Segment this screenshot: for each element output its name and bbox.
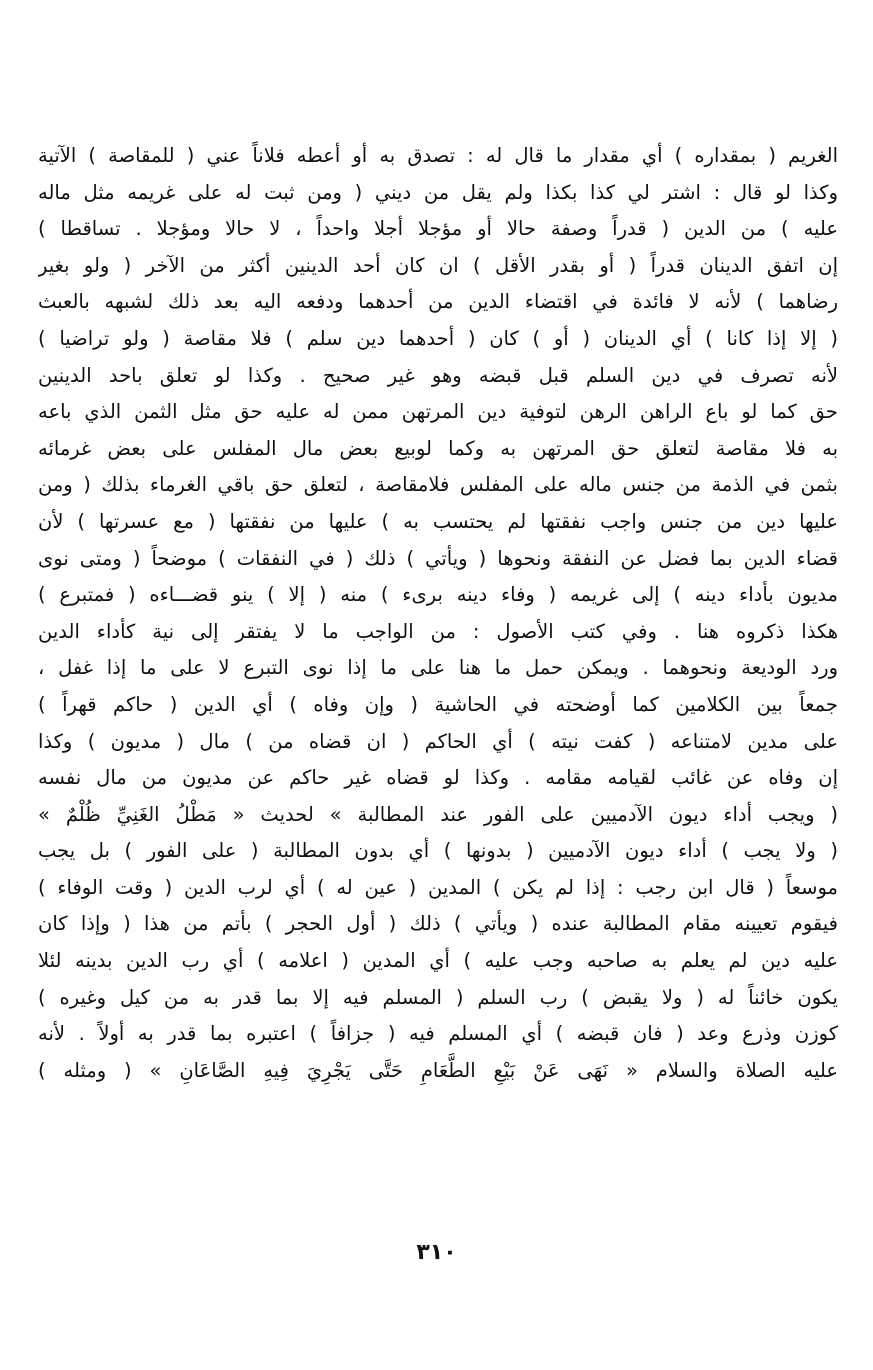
- text-line: عليها دين من جنس واجب نفقتها لم يحتسب به ) عليها من نفقتها ( مع عسرتها ) لأن: [38, 509, 838, 533]
- text-line: الغريم ( بمقداره ) أي مقدار ما قال له : تصدق به أو أعطه فلاناً عني ( للمقاصة ) الآتية: [38, 144, 838, 167]
- body-text: [38, 138, 838, 1089]
- text-line: فيقوم تعيينه مقام المطالبة عنده ( ويأتي ) ذلك ( أول الحجر ) بأتم من هذا ( وإذا كان: [38, 912, 838, 936]
- text-line: يكون خائناً له ( ولا يقبض ) رب السلم ( المسلم فيه إلا بما قدر به من كيل وغيره ): [38, 985, 838, 1009]
- text-line: ( ولا يجب ) أداء ديون الآدميين ( بدونها ) أي بدون المطالبة ( على الفور ) بل يجب: [38, 839, 838, 863]
- text-line: لأنه تصرف في دين السلم قبل قبضه وهو غير صحيح . وكذا لو تعلق باحد الدينين: [38, 363, 838, 387]
- text-line: حق كما لو باع الراهن الرهن لتوفية دين المرتهن ممن له عليه حق مثل الثمن الذي باعه: [38, 400, 838, 424]
- text-line: بثمن في الذمة من جنس ماله على المفلس فلامقاصة ، لتعلق حق باقي الغرماء بذلك ( ومن: [38, 473, 838, 497]
- text-line: هكذا ذكروه هنا . وفي كتب الأصول : من الواجب ما لا يفتقر إلى نية كأداء الدين: [38, 619, 838, 643]
- text-line: مديون بأداء دينه ) إلى غريمه ( وفاء دينه برىء ) منه ( إلا ) ينو قضـــاءه ( فمتبرع ): [38, 583, 838, 607]
- text-line: وكذا لو قال : اشتر لي كذا بكذا ولم يقل من ديني ( ومن ثبت له على غريمه مثل ماله: [38, 180, 838, 204]
- text-line: كوزن وذرع وعد ( فان قبضه ) أي المسلم فيه ( جزافاً ) اعتبره بما قدر به أولاً . لأنه: [38, 1022, 838, 1046]
- text-line: على مدين لامتناعه ( كفت نيته ) أي الحاكم ( ان قضاه من ) مال ( مديون ) وكذا: [38, 729, 838, 753]
- text-line: به فلا مقاصة لتعلق حق المرتهن به وكما لوبيع بعض مال المفلس على بعض غرمائه: [38, 436, 838, 460]
- text-line: عليه الصلاة والسلام « نَهَى عَنْ بَيْعِ الطَّعَامِ حَتَّى يَجْرِيَ فِيهِ الصَّاعَانِ » ( ومثله ): [38, 1058, 838, 1082]
- text-line: ( إلا إذا كانا ) أي الدينان ( أو ) كان ( أحدهما دين سلم ) فلا مقاصة ( ولو تراضيا ): [38, 326, 838, 350]
- text-line: جمعاً بين الكلامين كما أوضحته في الحاشية ( وإن وفاه ) أي الدين ( حاكم قهراً ): [38, 692, 838, 716]
- page-number: ٣١٠: [416, 1240, 457, 1265]
- text-line: عليه دين لم يعلم به صاحبه وجب عليه ) أي المدين ( اعلامه ) أي رب الدين بدينه لئلا: [38, 949, 838, 973]
- text-line: موسعاً ( قال ابن رجب : إذا لم يكن ) المدين ( عين له ) أي لرب الدين ( وقت الوفاء ): [38, 875, 838, 899]
- text-line: قضاء الدين بما فضل عن النفقة ونحوها ( ويأتي ) ذلك ( في النفقات ) موضحاً ( ومتى نوى: [38, 546, 838, 570]
- text-line: رضاهما ) لأنه لا فائدة في اقتضاء الدين من أحدهما ودفعه اليه بعد ذلك لشبهه بالعبث: [38, 290, 838, 314]
- text-line: إن اتفق الدينان قدراً ( أو بقدر الأقل ) ان كان أحد الدينين أكثر من الآخر ( ولو بغير: [38, 253, 838, 277]
- text-line: إن وفاه عن غائب لقيامه مقامه . وكذا لو قضاه غير حاكم عن مديون من مال نفسه: [38, 766, 838, 790]
- text-line: ( ويجب أداء ديون الآدميين على الفور عند المطالبة » لحديث « مَطْلُ الغَنِيِّ ظُلْمٌ »: [38, 802, 838, 826]
- text-line: ورد الوديعة ونحوهما . ويمكن حمل ما هنا على ما إذا نوى التبرع لا على ما إذا غفل ،: [38, 656, 838, 680]
- text-line: عليه ) من الدين ( قدراً وصفة حالا أو مؤجلا أجلا واحداً ، لا حالا ومؤجلا . تساقطا ): [38, 217, 838, 241]
